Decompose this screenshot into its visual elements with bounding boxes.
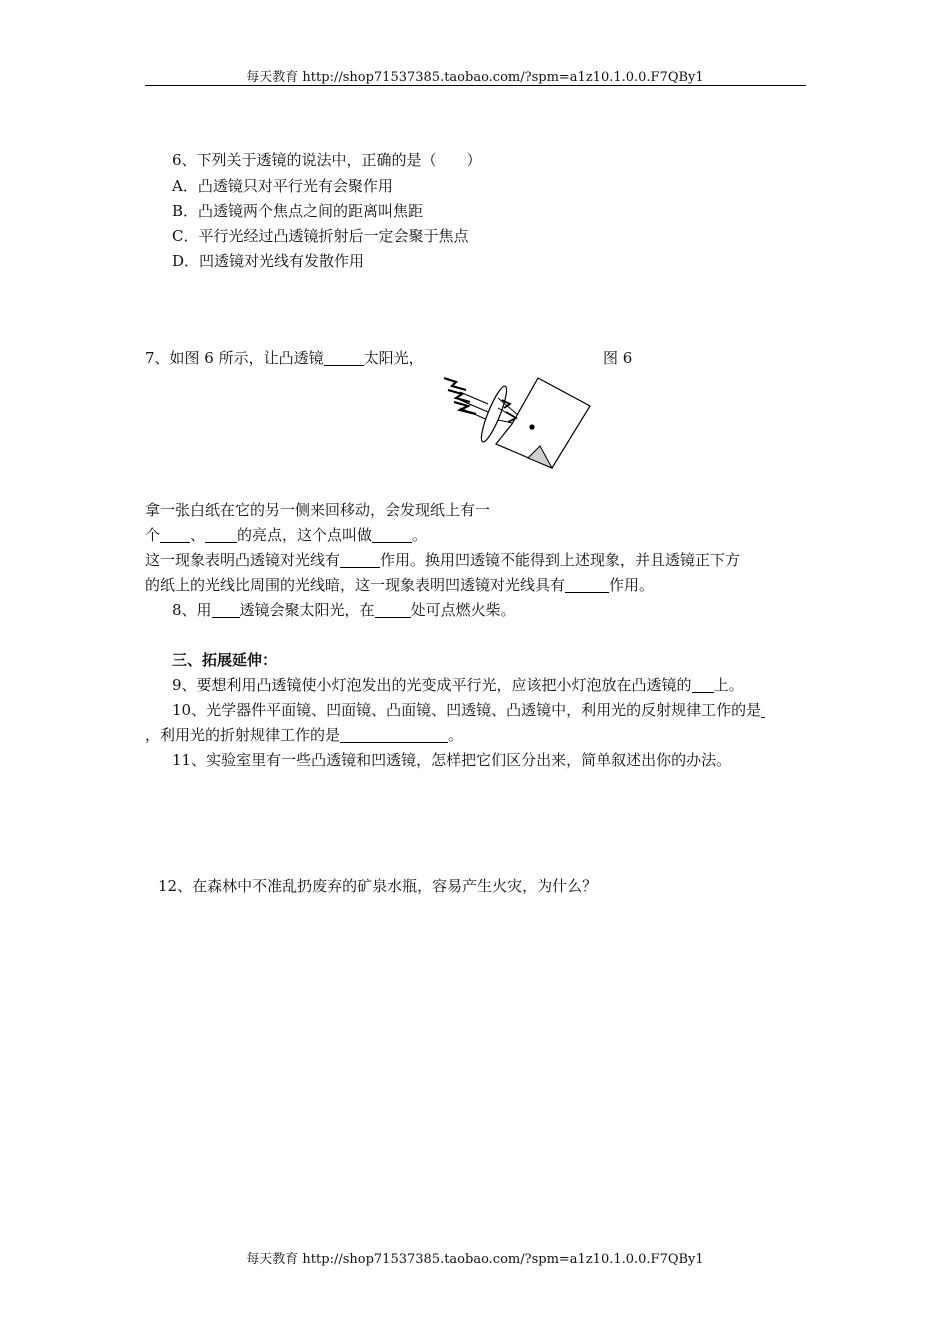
q9-blank[interactable] — [692, 677, 714, 693]
q8-a: 8、用 — [172, 601, 212, 619]
figure-6-diagram — [440, 372, 600, 480]
q7-line2: 拿一张白纸在它的另一侧来回移动，会发现纸上有一 — [145, 501, 491, 519]
q7-blank-2[interactable] — [160, 527, 190, 543]
q7-line3-c: 的亮点，这个点叫做 — [237, 526, 373, 544]
q6-option-a: A．凸透镜只对平行光有会聚作用 — [172, 177, 393, 195]
q9-a: 9、要想利用凸透镜使小灯泡发出的光变成平行光，应该把小灯泡放在凸透镜的 — [172, 676, 692, 694]
q8-b: 透镜会聚太阳光，在 — [239, 601, 375, 619]
q7-line4-a: 这一现象表明凸透镜对光线有 — [145, 551, 341, 569]
q10-line1-text: 10、光学器件平面镜、凹面镜、凸面镜、凹透镜、凸透镜中，利用光的反射规律工作的是 — [172, 701, 762, 719]
sun-ray-icon — [448, 390, 470, 402]
sun-ray-icon — [444, 378, 466, 390]
q7-blank-3[interactable] — [205, 527, 237, 543]
q12: 12、在森林中不准乱扔废弃的矿泉水瓶，容易产生火灾，为什么？ — [158, 877, 598, 895]
q11: 11、实验室里有一些凸透镜和凹透镜，怎样把它们区分出来，简单叙述出你的办法。 — [172, 751, 732, 769]
focal-point — [529, 424, 534, 429]
page-footer: 每天教育 http://shop71537385.taobao.com/?spm=a1z10.1.0.0.F7QBy1 — [246, 1252, 704, 1267]
q7-line1-b: 太阳光， — [363, 349, 424, 367]
q9 — [172, 675, 744, 695]
q10-line2 — [145, 725, 463, 745]
q7-line5-b: 作用。 — [609, 576, 655, 594]
q7-blank-4[interactable] — [372, 527, 412, 543]
q7-line5-a: 的纸上的光线比周围的光线暗，这一现象表明凹透镜对光线具有 — [145, 576, 566, 594]
page-header: 每天教育 http://shop71537385.taobao.com/?spm=a1z10.1.0.0.F7QBy1 — [246, 70, 704, 85]
q6-option-c: C．平行光经过凸透镜折射后一定会聚于焦点 — [172, 227, 469, 245]
sun-ray-icon — [454, 402, 476, 414]
q7-line1-a: 7、如图 6 所示，让凸透镜 — [145, 349, 324, 367]
figure-label: 图 6 — [603, 349, 633, 367]
q10-line1 — [172, 700, 765, 720]
q7-line3-d: 。 — [412, 526, 428, 544]
q7-line3 — [145, 525, 427, 545]
q8-blank-1[interactable] — [212, 602, 240, 618]
header-rule — [145, 85, 806, 86]
q10-blank-2[interactable] — [340, 727, 448, 743]
q6-option-d: D．凹透镜对光线有发散作用 — [172, 252, 365, 270]
q10-line2-b: 。 — [448, 726, 464, 744]
q7-blank-5[interactable] — [340, 552, 380, 568]
q7-line3-a: 个 — [145, 526, 161, 544]
q7-blank-1[interactable] — [324, 350, 364, 366]
q8-c: 处可点燃火柴。 — [410, 601, 516, 619]
q8 — [172, 600, 516, 620]
q6-stem: 6、下列关于透镜的说法中，正确的是（ ） — [172, 151, 482, 169]
q10-line2-a: ，利用光的折射规律工作的是 — [145, 726, 341, 744]
q8-blank-2[interactable] — [375, 602, 411, 618]
section-3-title: 三、拓展延伸： — [172, 651, 278, 669]
q7-line5 — [145, 575, 654, 595]
q7-line4-b: 作用。换用凹透镜不能得到上述现象，并且透镜正下方 — [380, 551, 741, 569]
q9-b: 上。 — [713, 676, 744, 694]
q7-line3-b: 、 — [190, 526, 206, 544]
q7-blank-6[interactable] — [565, 577, 609, 593]
q7-line4 — [145, 550, 740, 570]
q6-option-b: B．凸透镜两个焦点之间的距离叫焦距 — [172, 202, 424, 220]
q7-line1 — [145, 348, 424, 368]
q10-blank-1[interactable] — [761, 702, 765, 718]
